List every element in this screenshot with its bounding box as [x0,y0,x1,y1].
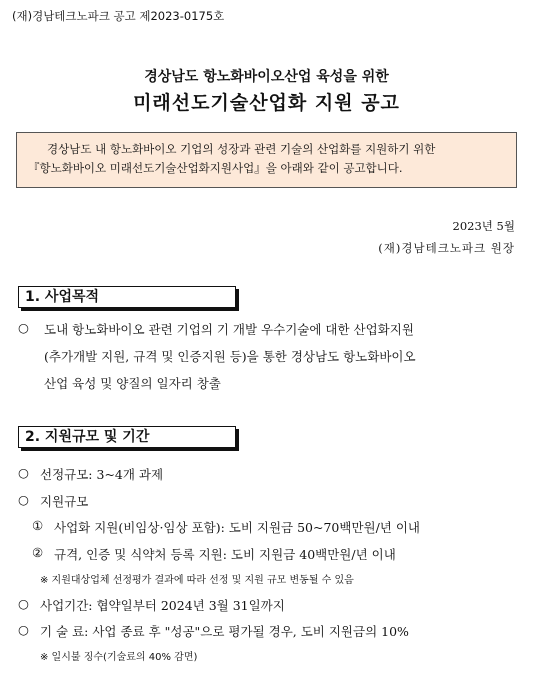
announcement-date: 2023년 5월 [452,219,515,233]
issuer: (재)경남테크노파크 원장 [378,241,515,255]
doc-number: (재)경남테크노파크 공고 제2023-0175호 [12,9,225,23]
item-number: ② [32,545,44,560]
technology-fee: 기 술 료: 사업 종료 후 "성공"으로 평가될 경우, 도비 지원금의 10% [40,624,409,639]
intro-line-1: 경상남도 내 항노화바이오 기업의 성장과 관련 기술의 산업화를 지원하기 위한 [47,142,436,156]
purpose-line-2: (추가개발 지원, 규격 및 인증지원 등)을 통한 경상남도 항노화바이오 [44,349,416,364]
item-number: ① [32,518,44,533]
note-lump-sum: ※ 일시불 징수(기술료의 40% 감면) [40,652,198,663]
bullet-icon: ○ [18,596,29,611]
scale-item-commercialization: 사업화 지원(비임상·임상 포함): 도비 지원금 50~70백만원/년 이내 [54,520,421,535]
intro-line-2: 『항노화바이오 미래선도기술산업화지원사업』을 아래와 같이 공고합니다. [28,161,403,175]
section-heading-scale: 2. 지원규모 및 기간 [18,426,236,448]
scale-item-certification: 규격, 인증 및 식약처 등록 지원: 도비 지원금 40백만원/년 이내 [54,547,396,562]
bullet-icon: ○ [18,622,29,637]
support-scale-label: 지원규모 [40,494,89,509]
purpose-line-1: 도내 항노화바이오 관련 기업의 기 개발 우수기술에 대한 산업화지원 [44,322,414,337]
intro-box [16,132,517,188]
purpose-line-3: 산업 육성 및 양질의 일자리 창출 [44,376,221,391]
section-heading-purpose: 1. 사업목적 [18,286,236,308]
bullet-icon: ○ [18,492,29,507]
page-subtitle: 경상남도 항노화바이오산업 육성을 위한 [144,69,389,85]
bullet-icon: ○ [18,320,29,335]
page-title: 미래선도기술산업화 지원 공고 [133,92,400,114]
project-period: 사업기간: 협약일부터 2024년 3월 31일까지 [40,598,285,613]
bullet-icon: ○ [18,465,29,480]
selection-scale: 선정규모: 3~4개 과제 [40,467,164,482]
note-selection: ※ 지원대상업체 선정평가 결과에 따라 선정 및 지원 규모 변동될 수 있음 [40,575,354,586]
